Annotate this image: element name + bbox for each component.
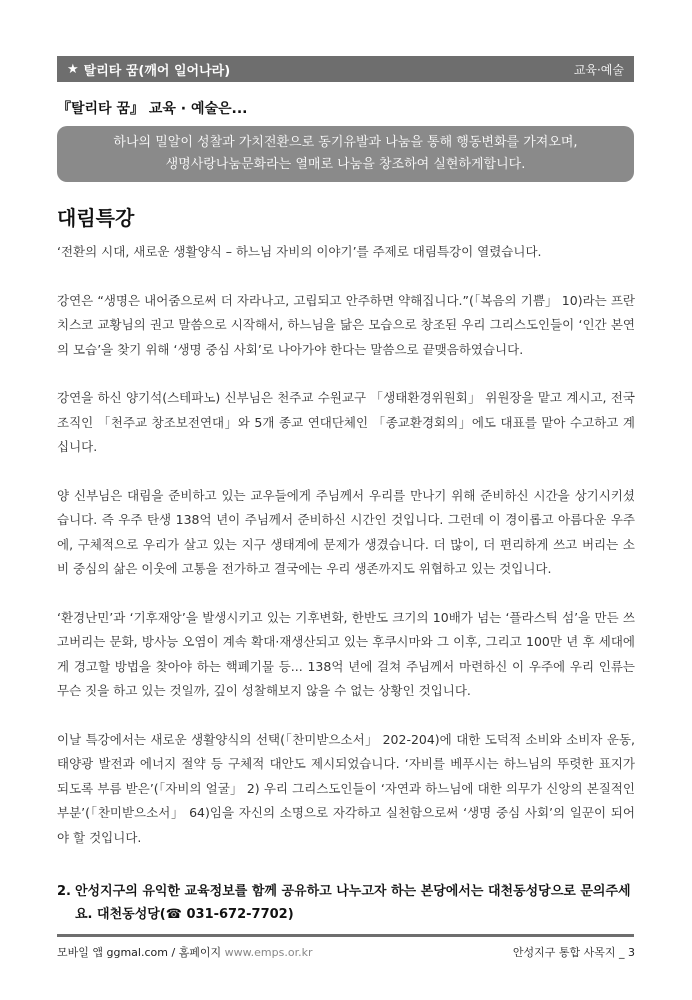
intro-box (57, 126, 634, 182)
header-title: 탈리타 꿈(깨어 일어나라) (83, 63, 231, 79)
paragraph-3: 강연을 하신 양기석(스테파노) 신부님은 천주교 수원교구 「생태환경위원회」 위원장을 맡고 계시고, 전국 조직인 「천주교 창조보전연대」와 5개 종교 연대단체인 「종교환경회의」에도 대표를 맡아 수고하고 계십니다. (57, 390, 635, 454)
header-category: 교육·예술 (573, 62, 624, 77)
footer-url[interactable]: www.emps.or.kr (224, 946, 313, 959)
intro-line-1: 하나의 밀알이 성찰과 가치전환으로 동기유발과 나눔을 통해 행동변화를 가져오며, (113, 135, 578, 150)
paragraph-2: 강연은 “생명은 내어줌으로써 더 자라나고, 고립되고 안주하면 약해집니다.”(「복음의 기쁨」 10)라는 프란치스코 교황님의 권고 말씀으로 시작해서, 하느님을 닮은 모습으로 창조된 우리 그리스도인들이 ‘인간 본연의 모습’을 찾기 위해 ‘생명 중심 사회’로 나아가야 한다는 말씀으로 끝맺음하였습니다. (57, 292, 635, 357)
paragraph-5: ‘환경난민’과 ‘기후재앙’을 발생시키고 있는 기후변화, 한반도 크기의 10배가 넘는 ‘플라스틱 섬’을 만든 쓰고버리는 문화, 방사능 오염이 계속 확대·재생산되고 있는 후쿠시마와 그 이후, 그리고 100만 년 후 세대에게 경고할 방법을 찾아야 하는 핵폐기물 등... 138억 년에 걸쳐 주님께서 마련하신 이 우주에 우리 인류는 무슨 짓을 하고 있는 것일까, 깊이 성찰해보지 않을 수 없는 상황인 것입니다. (57, 609, 635, 698)
footer-page-info: 안성지구 통합 사목지 _ 3 (512, 946, 635, 959)
header-left (67, 60, 230, 79)
footer-label: 모바일 앱 ggmal.com / 홈페이지 (57, 946, 225, 959)
header-bar (57, 56, 634, 82)
intro-title: 『탈리타 꿈』 교육 · 예술은... (57, 101, 248, 117)
paragraph-4: 양 신부님은 대림을 준비하고 있는 교우들에게 주님께서 우리를 만나기 위해 준비하신 시간을 상기시키셨습니다. 즉 우주 탄생 138억 년이 주님께서 준비하신 시간인 것입니다. 그런데 이 경이롭고 아름다운 우주에, 구체적으로 우리가 살고 있는 지구 생태계에 문제가 생겼습니다. 더 많이, 더 편리하게 쓰고 버리는 소비 중심의 삶은 이웃에 고통을 전가하고 결국에는 우리 생존까지도 위협하고 있는 것입니다. (57, 487, 635, 576)
intro-line-2: 생명사랑나눔문화라는 열매로 나눔을 창조하여 실현하게합니다. (165, 157, 526, 172)
footer-divider (57, 934, 634, 937)
notice (57, 880, 635, 926)
notice-text: 안성지구의 유익한 교육정보를 함께 공유하고 나누고자 하는 본당에서는 대천동성당으로 문의주세요. 대천동성당(☎ 031-672-7702) (75, 884, 631, 922)
notice-number: 2. (57, 884, 71, 899)
article-body (57, 240, 635, 874)
star-icon: ★ (67, 61, 79, 77)
section-title: 대림특강 (57, 206, 135, 230)
paragraph-1: ‘전환의 시대, 새로운 생활양식 – 하느님 자비의 이야기’를 주제로 대림특강이 열렸습니다. (57, 244, 542, 259)
paragraph-6: 이날 특강에서는 새로운 생활양식의 선택(「찬미받으소서」 202-204)에 대한 도덕적 소비와 소비자 운동, 태양광 발전과 에너지 절약 등 구체적 대안도 제시되었습니다. ‘자비를 베푸시는 하느님의 뚜렷한 표지가 되도록 부름 받은’(「자비의 얼굴」 2) 우리 그리스도인들이 ‘자연과 하느님에 대한 의무가 신앙의 본질적인 부분’(「찬미받으소서」 64)임을 자신의 소명으로 자각하고 실천함으로써 ‘생명 중심 사회’의 일꾼이 되어야 할 것입니다. (57, 731, 635, 845)
footer-left (57, 944, 312, 960)
